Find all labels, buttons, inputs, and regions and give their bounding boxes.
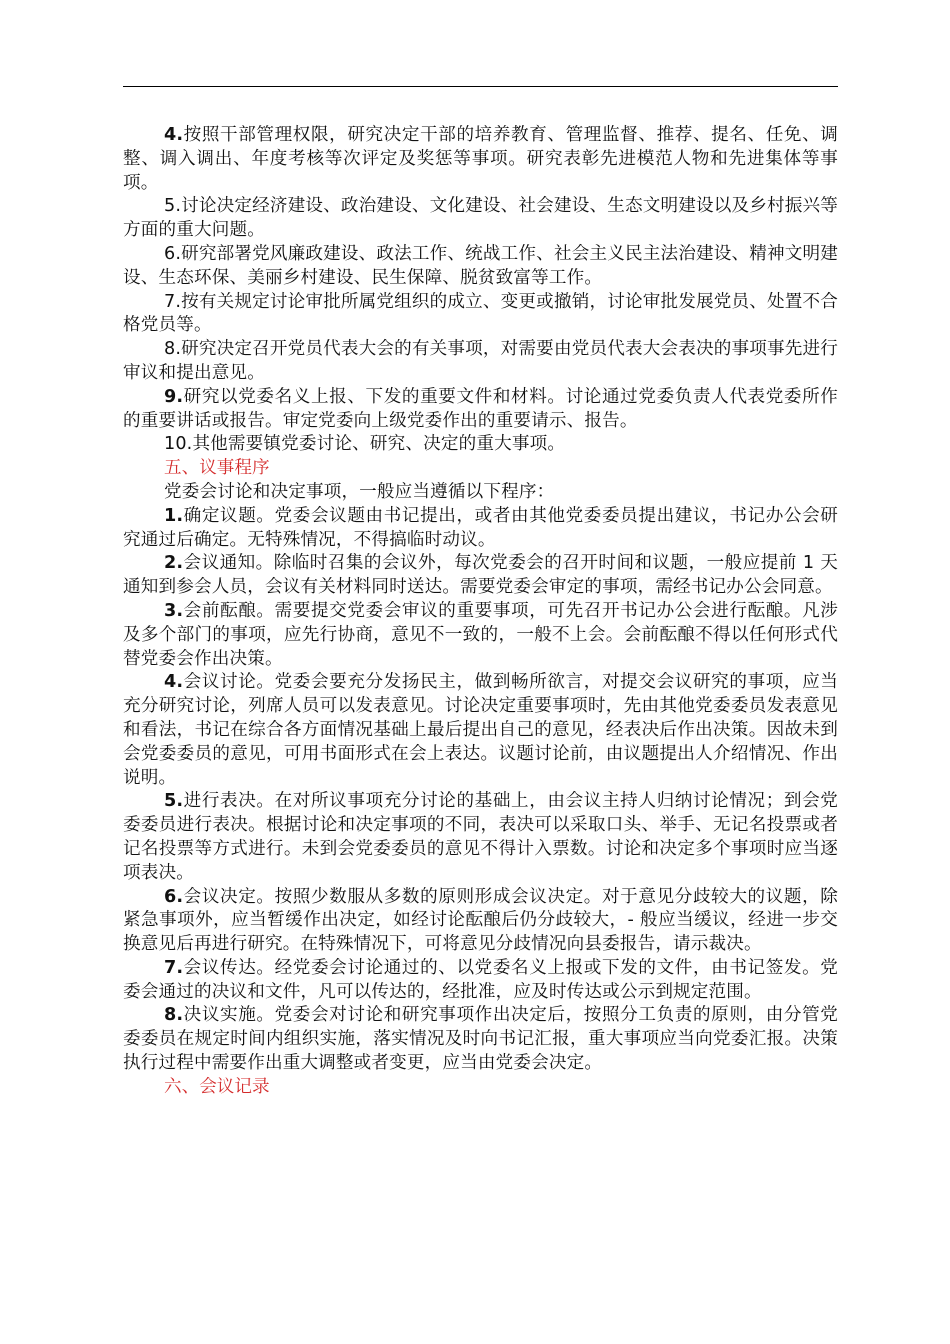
- list-item-9: 9.研究以党委名义上报、下发的重要文件和材料。讨论通过党委负责人代表党委所作的重要讲话或报告。审定党委向上级党委作出的重要请示、报告。: [123, 386, 838, 431]
- procedure-step-2: 2.会议通知。除临时召集的会议外，每次党委会的召开时间和议题，一般应提前 1 天通知到参会人员，会议有关材料同时送达。需要党委会审定的事项，需经书记办公会同意。: [123, 553, 838, 598]
- procedure-step-7: 7.会议传达。经党委会讨论通过的、以党委名义上报或下发的文件，由书记签发。党委会通过的决议和文件，凡可以传达的，经批准，应及时传达或公示到规定范围。: [123, 957, 838, 1002]
- list-item-8: 8.研究决定召开党员代表大会的有关事项，对需要由党员代表大会表决的事项事先进行审议和提出意见。: [123, 339, 838, 383]
- procedure-step-4: 4.会议讨论。党委会要充分发扬民主，做到畅所欲言，对提交会议研究的事项，应当充分研究讨论，列席人员可以发表意见。讨论决定重要事项时，先由其他党委委员发表意见和看法，书记在综合各方面情况基础上最后提出自己的意见，经表决后作出决策。因故未到会党委委员的意见，可用书面形式在会上表达。议题讨论前，由议题提出人介绍情况、作出说明。: [123, 672, 838, 788]
- header-rule: [123, 86, 838, 87]
- list-item-7: 7.按有关规定讨论审批所属党组织的成立、变更或撤销，讨论审批发展党员、处置不合格党员等。: [123, 291, 838, 336]
- procedure-step-8: 8.决议实施。党委会对讨论和研究事项作出决定后，按照分工负责的原则，由分管党委委员在规定时间内组织实施，落实情况及时向书记汇报，重大事项应当向党委汇报。决策执行过程中需要作出重大调整或者变更，应当由党委会决定。: [123, 1005, 838, 1074]
- list-item-5: 5.讨论决定经济建设、政治建设、文化建设、社会建设、生态文明建设以及乡村振兴等方面的重大问题。: [123, 196, 838, 241]
- document-body: [123, 124, 838, 1100]
- section-heading-minutes: 六、会议记录: [164, 1076, 270, 1097]
- procedure-step-6: 6.会议决定。按照少数服从多数的原则形成会议决定。对于意见分歧较大的议题，除紧急事项外，应当暂缓作出决定，如经讨论酝酿后仍分歧较大，- 般应当缓议，经进一步交换意见后再进行研究。在特殊情况下，可将意见分歧情况向县委报告，请示裁决。: [123, 886, 838, 955]
- section-heading-procedure: 五、议事程序: [164, 458, 270, 479]
- list-item-4: 4.按照干部管理权限，研究决定干部的培养教育、管理监督、推荐、提名、任免、调整、调入调出、年度考核等次评定及奖惩等事项。研究表彰先进模范人物和先进集体等事项。: [123, 125, 838, 193]
- section-intro: 党委会讨论和决定事项，一般应当遵循以下程序：: [164, 481, 555, 502]
- procedure-step-3: 3.会前酝酿。需要提交党委会审议的重要事项，可先召开书记办公会进行酝酿。凡涉及多个部门的事项，应先行协商，意见不一致的，一般不上会。会前酝酿不得以任何形式代替党委会作出决策。: [123, 600, 838, 669]
- procedure-step-5: 5.进行表决。在对所议事项充分讨论的基础上，由会议主持人归纳讨论情况；到会党委委员进行表决。根据讨论和决定事项的不同，表决可以采取口头、举手、无记名投票或者记名投票等方式进行。未到会党委委员的意见不得计入票数。讨论和决定多个事项时应当逐项表决。: [123, 791, 838, 883]
- procedure-step-1: 1.确定议题。党委会议题由书记提出，或者由其他党委委员提出建议，书记办公会研究通过后确定。无特殊情况，不得搞临时动议。: [123, 505, 838, 550]
- list-item-6: 6.研究部署党风廉政建设、政法工作、统战工作、社会主义民主法治建设、精神文明建设、生态环保、美丽乡村建设、民生保障、脱贫致富等工作。: [123, 243, 838, 288]
- list-item-10: 10.其他需要镇党委讨论、研究、决定的重大事项。: [164, 434, 566, 455]
